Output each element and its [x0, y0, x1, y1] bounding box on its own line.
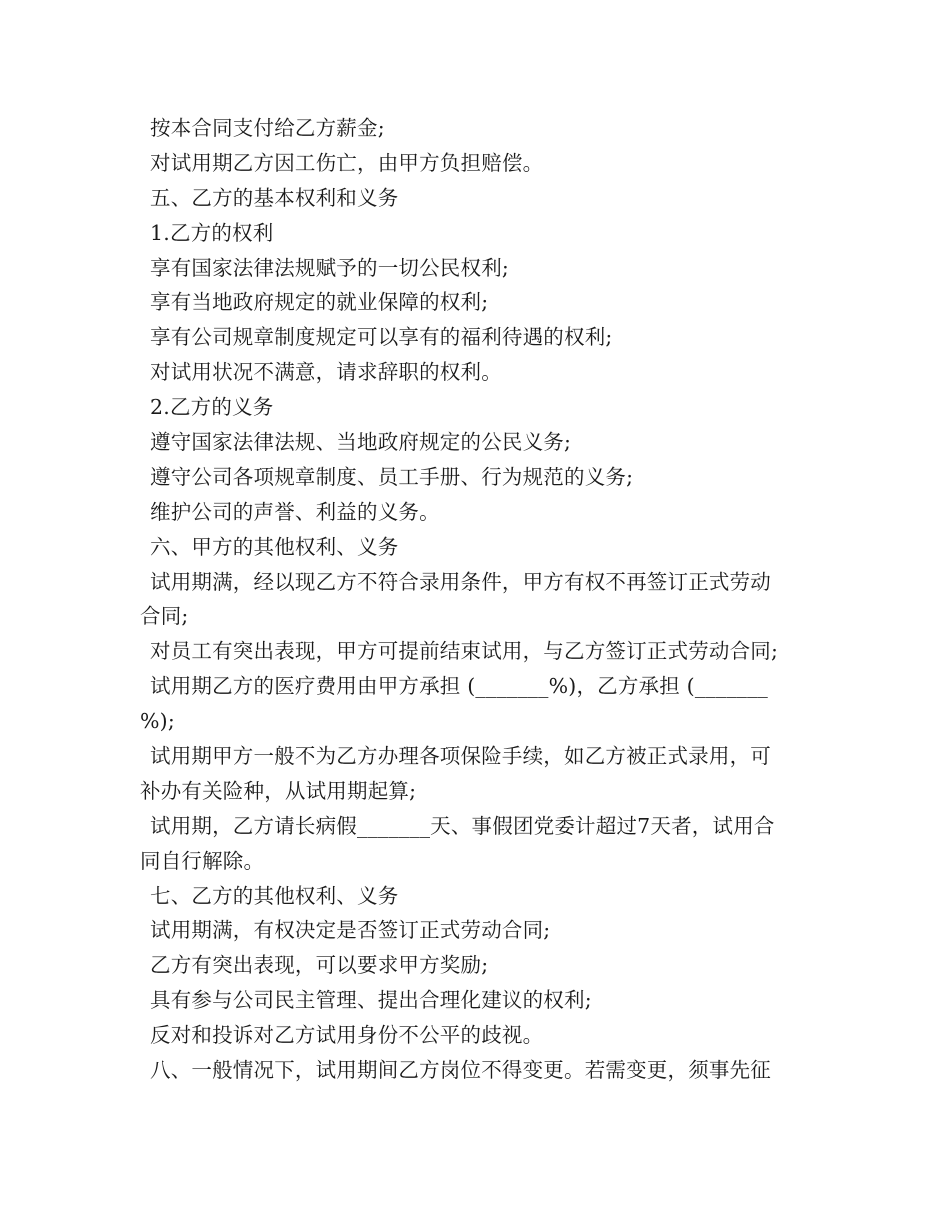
subsection-heading: 1.乙方的权利 — [150, 220, 274, 245]
section-heading: 七、乙方的其他权利、义务 — [150, 883, 399, 908]
paragraph-line: 乙方有突出表现，可以要求甲方奖励; — [150, 953, 489, 978]
paragraph-line: 试用期，乙方请长病假_______天、事假团党委计超过7天者，试用合 — [150, 813, 775, 838]
paragraph-line: 具有参与公司民主管理、提出合理化建议的权利; — [150, 988, 592, 1013]
paragraph-line-continuation: 同自行解除。 — [140, 848, 265, 873]
paragraph-line: 对试用状况不满意，请求辞职的权利。 — [150, 360, 502, 385]
paragraph-line: 维护公司的声誉、利益的义务。 — [150, 499, 440, 524]
paragraph-line: 试用期乙方的医疗费用由甲方承担 (_______%)，乙方承担 (_______ — [150, 674, 769, 699]
section-heading: 八、一般情况下，试用期间乙方岗位不得变更。若需变更，须事先征 — [150, 1058, 771, 1083]
paragraph-line: 试用期满，经以现乙方不符合录用条件，甲方有权不再签订正式劳动 — [150, 569, 771, 594]
paragraph-line-continuation: 合同; — [140, 604, 189, 629]
subsection-heading: 2.乙方的义务 — [150, 395, 274, 420]
paragraph-line: 对试用期乙方因工伤亡，由甲方负担赔偿。 — [150, 150, 544, 175]
paragraph-line: 对员工有突出表现，甲方可提前结束试用，与乙方签订正式劳动合同; — [150, 639, 779, 664]
paragraph-line: 遵守国家法律法规、当地政府规定的公民义务; — [150, 430, 572, 455]
paragraph-line-continuation: %); — [140, 709, 175, 734]
paragraph-line: 试用期甲方一般不为乙方办理各项保险手续，如乙方被正式录用，可 — [150, 744, 771, 769]
section-heading: 五、乙方的基本权利和义务 — [150, 185, 399, 210]
contract-body — [140, 111, 815, 1088]
paragraph-line: 反对和投诉对乙方试用身份不公平的歧视。 — [150, 1023, 544, 1048]
section-heading: 六、甲方的其他权利、义务 — [150, 534, 399, 559]
paragraph-line: 享有公司规章制度规定可以享有的福利待遇的权利; — [150, 325, 613, 350]
paragraph-line: 试用期满，有权决定是否签订正式劳动合同; — [150, 918, 551, 943]
paragraph-line: 按本合同支付给乙方薪金; — [150, 116, 385, 140]
paragraph-line: 享有国家法律法规赋予的一切公民权利; — [150, 255, 510, 280]
paragraph-line-continuation: 补办有关险种，从试用期起算; — [140, 778, 417, 803]
paragraph-line: 遵守公司各项规章制度、员工手册、行为规范的义务; — [150, 464, 634, 489]
paragraph-line: 享有当地政府规定的就业保障的权利; — [150, 290, 489, 315]
